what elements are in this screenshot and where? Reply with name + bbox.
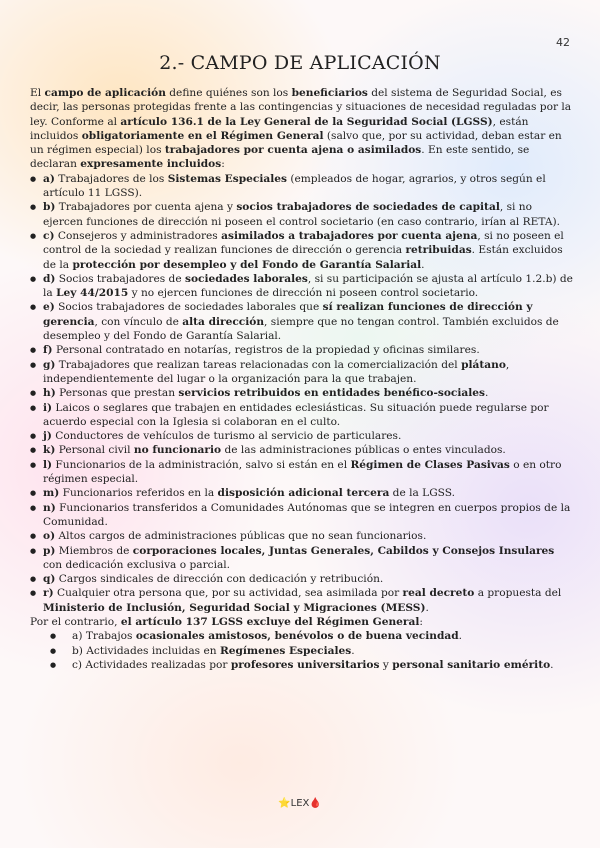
list-item: ● d) Socios trabajadores de sociedades laborales, si su participación se ajusta al artículo 1.2.b) de la Ley 44/2015 y no ejercen funciones de dirección ni poseen control societario. (30, 272, 575, 301)
excluded-item: ● c) Actividades realizadas por profesores universitarios y personal sanitario emérito. (50, 658, 575, 672)
footer-brand (0, 798, 600, 809)
list-item: ● l) Funcionarios de la administración, salvo si están en el Régimen de Clases Pasivas o en otro régimen especial. (30, 458, 575, 487)
document-body (30, 86, 575, 672)
list-item: ● n) Funcionarios transferidos a Comunidades Autónomas que se integren en cuerpos propios de la Comunidad. (30, 501, 575, 530)
list-item: ● c) Consejeros y administradores asimilados a trabajadores por cuenta ajena, si no poseen el control de la sociedad y realizan funciones de dirección o gerencia retribuidas. Están excluidos de la protección por desempleo y del Fondo de Garantía Salarial. (30, 229, 575, 272)
list-item: ● k) Personal civil no funcionario de las administraciones públicas o entes vinculados. (30, 443, 575, 457)
list-item: ● p) Miembros de corporaciones locales, Juntas Generales, Cabildos y Consejos Insulares con dedicación exclusiva o parcial. (30, 544, 575, 573)
exclusion-paragraph: Por el contrario, el artículo 137 LGSS excluye del Régimen General: (30, 615, 423, 628)
page-number: 42 (556, 36, 570, 49)
page-title: 2.- CAMPO DE APLICACIÓN (159, 52, 441, 74)
list-item: ● q) Cargos sindicales de dirección con dedicación y retribución. (30, 572, 575, 586)
excluded-list (30, 629, 575, 672)
list-item: ● f) Personal contratado en notarías, registros de la propiedad y oficinas similares. (30, 343, 575, 357)
excluded-item: ● a) Trabajos ocasionales amistosos, benévolos o de buena vecindad. (50, 629, 575, 643)
brand-name: LEX (290, 798, 310, 809)
list-item: ● r) Cualquier otra persona que, por su actividad, sea asimilada por real decreto a propuesta del Ministerio de Inclusión, Seguridad Social y Migraciones (MESS). (30, 586, 575, 615)
list-item: ● o) Altos cargos de administraciones públicas que no sean funcionarios. (30, 529, 575, 543)
star-icon: ⭐ (278, 798, 291, 809)
included-list (30, 172, 575, 615)
list-item: ● m) Funcionarios referidos en la disposición adicional tercera de la LGSS. (30, 486, 575, 500)
list-item: ● j) Conductores de vehículos de turismo al servicio de particulares. (30, 429, 575, 443)
list-item: ● g) Trabajadores que realizan tareas relacionadas con la comercialización del plátano, independientemente del lugar o la organización para la que trabajen. (30, 358, 575, 387)
drop-icon: 🩸 (309, 798, 322, 809)
list-item: ● e) Socios trabajadores de sociedades laborales que sí realizan funciones de dirección y gerencia, con vínculo de alta dirección, siempre que no tengan control. También excluidos de desempleo y del Fondo de Garantía Salarial. (30, 300, 575, 343)
list-item: ● a) Trabajadores de los Sistemas Especiales (empleados de hogar, agrarios, y otros según el artículo 11 LGSS). (30, 172, 575, 201)
list-item: ● i) Laicos o seglares que trabajen en entidades eclesiásticas. Su situación puede regularse por acuerdo especial con la Iglesia si colaboran en el culto. (30, 401, 575, 430)
list-item: ● h) Personas que prestan servicios retribuidos en entidades benéfico-sociales. (30, 386, 575, 400)
excluded-item: ● b) Actividades incluidas en Regímenes Especiales. (50, 644, 575, 658)
intro-paragraph: El campo de aplicación define quiénes son los beneficiarios del sistema de Seguridad Social, es decir, las personas protegidas frente a las contingencias y situaciones de necesidad reguladas por la ley. Conforme al artículo 136.1 de la Ley General de la Seguridad Social (LGSS), están incluidos obligatoriamente en el Régimen General (salvo que, por su actividad, deban estar en un régimen especial) los trabajadores por cuenta ajena o asimilados. En este sentido, se declaran expresamente incluidos: (30, 87, 572, 171)
list-item: ● b) Trabajadores por cuenta ajena y socios trabajadores de sociedades de capital, si no ejercen funciones de dirección ni poseen el control societario (en caso contrario, irían al RETA). (30, 200, 575, 229)
